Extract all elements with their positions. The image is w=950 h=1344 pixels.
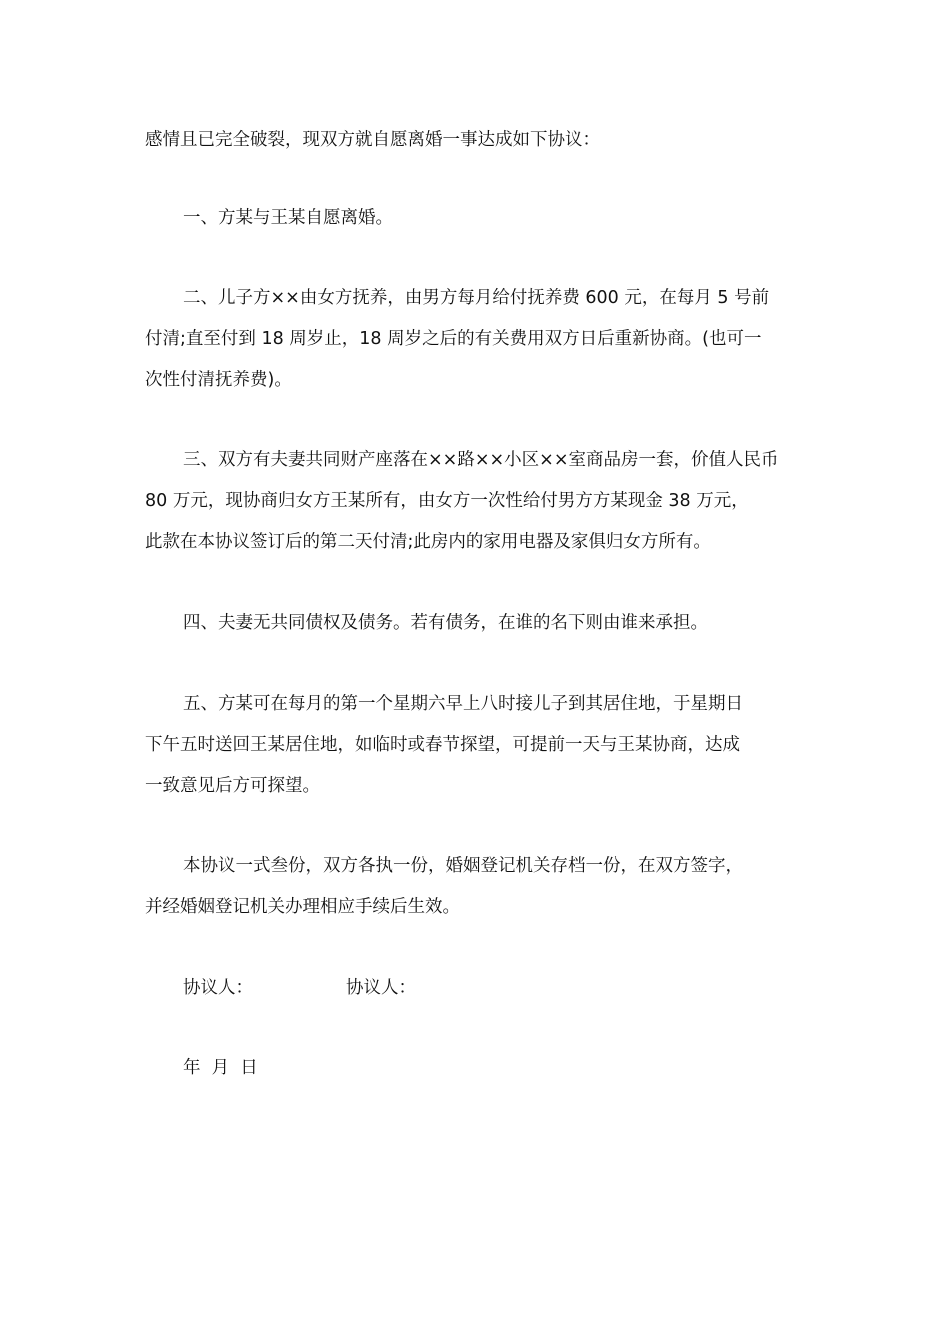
signature-left: 协议人： <box>183 978 253 998</box>
opening-line: 感情且已完全破裂，现双方就自愿离婚一事达成如下协议： <box>145 130 600 150</box>
clause-five-line-2: 下午五时送回王某居住地，如临时或春节探望，可提前一天与王某协商，达成 <box>145 735 740 755</box>
clause-two-line-2: 付清;直至付到 18 周岁止，18 周岁之后的有关费用双方日后重新协商。(也可一 <box>145 329 762 349</box>
clause-two-line-3: 次性付清抚养费)。 <box>145 370 292 390</box>
clause-three-line-2: 80 万元，现协商归女方王某所有，由女方一次性给付男方方某现金 38 万元， <box>145 491 749 511</box>
closing-line-2: 并经婚姻登记机关办理相应手续后生效。 <box>145 897 460 917</box>
clause-five-line-3: 一致意见后方可探望。 <box>145 776 320 796</box>
clause-five-line-1: 五、方某可在每月的第一个星期六早上八时接儿子到其居住地，于星期日 <box>183 694 743 714</box>
clause-four: 四、夫妻无共同债权及债务。若有债务，在谁的名下则由谁来承担。 <box>183 613 708 633</box>
clause-three-line-1: 三、双方有夫妻共同财产座落在××路××小区××室商品房一套，价值人民币 <box>183 450 779 470</box>
clause-two-line-1: 二、儿子方××由女方抚养，由男方每月给付抚养费 600 元，在每月 5 号前 <box>183 288 770 308</box>
signature-right: 协议人： <box>346 978 416 998</box>
date-line: 年 月 日 <box>183 1058 258 1078</box>
closing-line-1: 本协议一式叁份，双方各执一份，婚姻登记机关存档一份，在双方签字， <box>183 856 743 876</box>
clause-one: 一、方某与王某自愿离婚。 <box>183 208 393 228</box>
clause-three-line-3: 此款在本协议签订后的第二天付清;此房内的家用电器及家俱归女方所有。 <box>145 532 711 552</box>
